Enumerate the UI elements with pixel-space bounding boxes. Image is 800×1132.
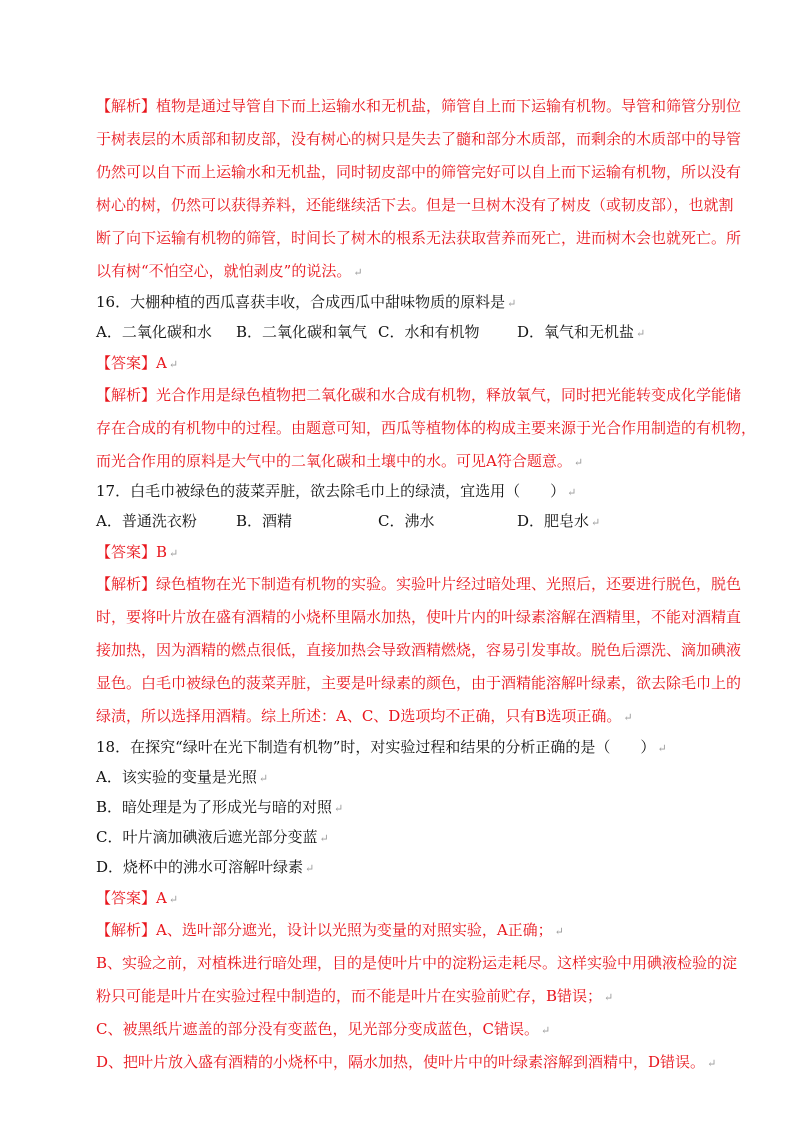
question-17-analysis-line-2: 时，要将叶片放在盛有酒精的小烧杯里隔水加热，使叶片内的叶绿素溶解在酒精里，不能对酒精直 xyxy=(96,608,742,626)
question-17-answer: 【答案】B ↵ xyxy=(96,543,179,561)
option-b: B．酒精 xyxy=(236,512,293,530)
analysis-15-line-1: 【解析】植物是通过导管自下而上运输水和无机盐，筛管自上而下运输有机物。导管和筛管分别位 xyxy=(96,97,742,115)
question-16-options xyxy=(96,317,716,347)
question-17-analysis-line-1: 【解析】绿色植物在光下制造有机物的实验。实验叶片经过暗处理、光照后，还要进行脱色，脱色 xyxy=(96,575,742,593)
analysis-15-line-4: 树心的树，仍然可以获得养料，还能继续活下去。但是一旦树木没有了树皮（或韧皮部），也就割 xyxy=(96,196,734,214)
paragraph-mark-icon: ↵ xyxy=(554,925,564,938)
paragraph-mark-icon: ↵ xyxy=(540,1024,551,1037)
question-18-analysis-line-2: B、实验之前，对植株进行暗处理，目的是使叶片中的淀粉运走耗尽。这样实验中用碘液检验的淀 xyxy=(96,954,738,972)
paragraph-mark-icon: ↵ xyxy=(623,711,633,724)
question-16-analysis-line-3: 而光合作用的原料是大气中的二氧化碳和土壤中的水。可见A符合题意。 ↵ xyxy=(96,452,584,470)
paragraph-mark-icon: ↵ xyxy=(567,486,577,499)
question-18-option-b: B．暗处理是为了形成光与暗的对照 ↵ xyxy=(96,798,344,816)
paragraph-mark-icon: ↵ xyxy=(169,547,179,560)
question-18-option-a: A．该实验的变量是光照 ↵ xyxy=(96,768,269,786)
question-17-analysis-line-5: 绿渍，所以选择用酒精。综上所述：A、C、D选项均不正确，只有B选项正确。 ↵ xyxy=(96,707,633,725)
option-c: C．水和有机物 xyxy=(378,323,480,341)
question-17-options xyxy=(96,506,716,536)
paragraph-mark-icon: ↵ xyxy=(573,456,584,469)
question-18-analysis-line-3: 粉只可能是叶片在实验过程中制造的，而不能是叶片在实验前贮存，B错误； ↵ xyxy=(96,987,614,1005)
paragraph-mark-icon: ↵ xyxy=(591,516,601,529)
paragraph-mark-icon: ↵ xyxy=(319,832,329,845)
question-18-stem: 18．在探究“绿叶在光下制造有机物”时，对实验过程和结果的分析正确的是（ ） ↵ xyxy=(96,738,667,756)
option-c: C．沸水 xyxy=(378,512,435,530)
paragraph-mark-icon: ↵ xyxy=(168,358,179,371)
question-17-analysis-line-4: 显色。白毛巾被绿色的菠菜弄脏，主要是叶绿素的颜色，由于酒精能溶解叶绿素，欲去除毛巾上的 xyxy=(96,674,742,692)
question-17-stem: 17．白毛巾被绿色的菠菜弄脏，欲去除毛巾上的绿渍，宜选用（ ） ↵ xyxy=(96,482,577,500)
question-18-analysis-line-4: C、被黑纸片遮盖的部分没有变蓝色，见光部分变成蓝色，C错误。 ↵ xyxy=(96,1020,551,1038)
question-18-analysis-line-5: D、把叶片放入盛有酒精的小烧杯中，隔水加热，使叶片中的叶绿素溶解到酒精中，D错误。 ↵ xyxy=(96,1053,717,1071)
paragraph-mark-icon: ↵ xyxy=(657,742,667,755)
analysis-15-line-5: 断了向下运输有机物的筛管，时间长了树木的根系无法获取营养而死亡，进而树木会也就死亡。所 xyxy=(96,229,742,247)
option-d: D．氧气和无机盐 ↵ xyxy=(517,323,646,341)
option-b: B．二氧化碳和氧气 xyxy=(236,323,368,341)
option-d: D．肥皂水 ↵ xyxy=(517,512,601,530)
paragraph-mark-icon: ↵ xyxy=(334,802,344,815)
question-16-analysis-line-2: 存在合成的有机物中的过程。由题意可知，西瓜等植物体的构成主要来源于光合作用制造的有机物， xyxy=(96,419,757,437)
question-18-analysis-line-1: 【解析】A、选叶部分遮光，设计以光照为变量的对照实验，A正确； ↵ xyxy=(96,921,564,939)
question-16-stem: 16．大棚种植的西瓜喜获丰收，合成西瓜中甜味物质的原料是 ↵ xyxy=(96,293,517,311)
paragraph-mark-icon: ↵ xyxy=(636,327,646,340)
question-18-option-c: C．叶片滴加碘液后遮光部分变蓝 ↵ xyxy=(96,828,329,846)
question-17-analysis-line-3: 接加热，因为酒精的燃点很低，直接加热会导致酒精燃烧，容易引发事故。脱色后漂洗、滴加碘液 xyxy=(96,641,742,659)
paragraph-mark-icon: ↵ xyxy=(707,1057,717,1070)
analysis-15-line-2: 于树表层的木质部和韧皮部，没有树心的树只是失去了髓和部分木质部，而剩余的木质部中的导管 xyxy=(96,130,742,148)
paragraph-mark-icon: ↵ xyxy=(258,772,269,785)
paragraph-mark-icon: ↵ xyxy=(604,991,614,1004)
paragraph-mark-icon: ↵ xyxy=(353,266,363,279)
question-16-analysis-line-1: 【解析】光合作用是绿色植物把二氧化碳和水合成有机物，释放氧气，同时把光能转变成化学能储 xyxy=(96,386,742,404)
option-a: A．普通洗衣粉 xyxy=(96,512,197,530)
analysis-15-line-3: 仍然可以自下而上运输水和无机盐，同时韧皮部中的筛管完好可以自上而下运输有机物，所以没有 xyxy=(96,163,742,181)
question-18-answer: 【答案】A ↵ xyxy=(96,889,179,907)
option-a: A．二氧化碳和水 xyxy=(96,323,212,341)
question-16-answer: 【答案】A ↵ xyxy=(96,354,179,372)
paragraph-mark-icon: ↵ xyxy=(168,893,179,906)
paragraph-mark-icon: ↵ xyxy=(507,297,517,310)
paragraph-mark-icon: ↵ xyxy=(305,862,315,875)
analysis-15-line-6: 以有树“不怕空心，就怕剥皮”的说法。 ↵ xyxy=(96,262,363,280)
question-18-option-d: D．烧杯中的沸水可溶解叶绿素 ↵ xyxy=(96,858,315,876)
